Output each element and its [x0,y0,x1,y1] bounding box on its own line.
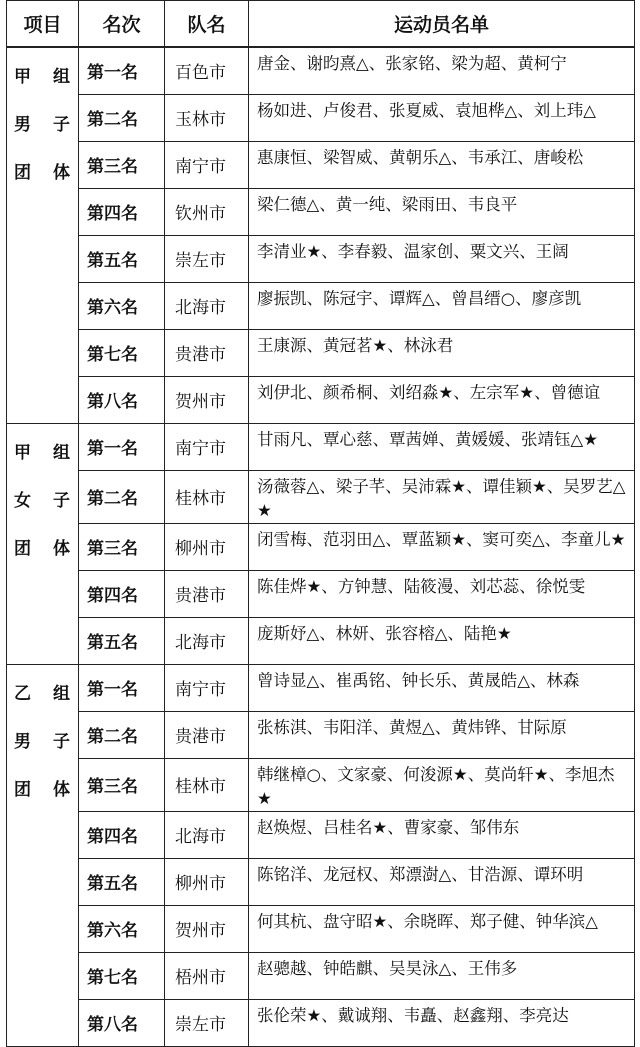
team-cell: 柳州市 [165,858,249,905]
event-category [7,423,79,664]
event-category-char: 甲 [14,67,31,87]
event-category-char: 团 [14,163,31,183]
team-cell: 贺州市 [165,376,249,423]
team-cell: 贵港市 [165,711,249,758]
roster-cell: 曾诗显△、崔禹铭、钟长乐、黄晟皓△、林森 [249,664,635,711]
event-category-line [14,158,70,206]
table-row [7,235,635,282]
rank-cell: 第七名 [79,329,165,376]
rank-cell: 第五名 [79,617,165,664]
header-team: 队名 [165,1,249,48]
roster-cell: 汤薇蓉△、梁子芊、吴沛霖★、谭佳颖★、吴罗艺△★ [249,470,635,523]
roster-cell: 梁仁德△、黄一纯、梁雨田、韦良平 [249,188,635,235]
roster-cell: 廖振凯、陈冠宇、谭辉△、曾昌缙○、廖彦凯 [249,282,635,329]
roster-cell: 赵焕煜、吕桂名★、曹家豪、邹伟东 [249,811,635,858]
table-row [7,858,635,905]
event-category-char: 体 [53,163,70,183]
event-category-line [14,62,70,110]
event-category [7,664,79,1046]
event-category-line [14,438,70,486]
table-row [7,999,635,1046]
roster-cell: 李清业★、李春毅、温家创、粟文兴、王阔 [249,235,635,282]
event-category-line [14,110,70,158]
event-category-line [14,679,70,727]
team-cell: 柳州市 [165,523,249,570]
rank-cell: 第一名 [79,664,165,711]
table-row [7,952,635,999]
table-row [7,617,635,664]
roster-cell: 闭雪梅、范羽田△、覃蓝颖★、窦可奕△、李童儿★ [249,523,635,570]
team-cell: 贵港市 [165,329,249,376]
roster-cell: 王康源、黄冠茗★、林泳君 [249,329,635,376]
rank-cell: 第一名 [79,47,165,94]
team-cell: 南宁市 [165,664,249,711]
roster-cell: 庞斯妤△、林妍、张容榕△、陆艳★ [249,617,635,664]
event-category-char: 组 [53,442,70,463]
header-row [7,1,635,48]
event-category-char: 子 [53,115,70,135]
event-category-char: 女 [14,490,31,511]
event-category-char: 乙 [14,683,31,704]
team-cell: 贺州市 [165,905,249,952]
team-cell: 北海市 [165,617,249,664]
event-category-char: 男 [14,115,31,135]
event-category-char: 体 [53,779,70,800]
event-category-char: 体 [53,538,70,559]
roster-cell: 惠康恒、梁智威、黄朝乐△、韦承江、唐峻松 [249,141,635,188]
rank-cell: 第三名 [79,141,165,188]
rank-cell: 第一名 [79,423,165,470]
roster-cell: 赵骢越、钟皓麒、吴昊泳△、王伟多 [249,952,635,999]
rank-cell: 第五名 [79,235,165,282]
rank-cell: 第六名 [79,282,165,329]
team-cell: 玉林市 [165,94,249,141]
event-category-char: 团 [14,779,31,800]
table-row [7,94,635,141]
event-category-char: 组 [53,683,70,704]
table-row [7,329,635,376]
event-category-line [14,775,70,823]
table-row [7,376,635,423]
team-cell: 桂林市 [165,470,249,523]
rank-cell: 第二名 [79,94,165,141]
rank-cell: 第六名 [79,905,165,952]
event-category-char: 子 [53,731,70,752]
team-cell: 南宁市 [165,141,249,188]
event-category-char: 团 [14,538,31,559]
team-cell: 南宁市 [165,423,249,470]
roster-cell: 陈铭洋、龙冠权、郑漂澍△、甘浩源、谭环明 [249,858,635,905]
roster-cell: 陈佳烨★、方钟慧、陆筱漫、刘芯蕊、徐悦雯 [249,570,635,617]
roster-cell: 韩继樟○、文家豪、何浚源★、莫尚轩★、李旭杰★ [249,758,635,811]
table-row [7,423,635,470]
event-category-char: 子 [53,490,70,511]
team-cell: 桂林市 [165,758,249,811]
rank-cell: 第五名 [79,858,165,905]
results-body [7,47,635,1046]
team-cell: 崇左市 [165,235,249,282]
table-row [7,470,635,523]
table-row [7,47,635,94]
event-category-char: 组 [53,67,70,87]
table-row [7,282,635,329]
roster-cell: 杨如进、卢俊君、张夏威、袁旭桦△、刘上玮△ [249,94,635,141]
rank-cell: 第三名 [79,523,165,570]
rank-cell: 第八名 [79,999,165,1046]
team-cell: 百色市 [165,47,249,94]
table-row [7,523,635,570]
header-rank: 名次 [79,1,165,48]
event-category-line [14,727,70,775]
results-document [6,0,634,1047]
roster-cell: 刘伊北、颜希桐、刘绍淼★、左宗军★、曾德谊 [249,376,635,423]
team-cell: 北海市 [165,282,249,329]
team-cell: 钦州市 [165,188,249,235]
roster-cell: 张伦荣★、戴诚翔、韦矗、赵鑫翔、李亮达 [249,999,635,1046]
rank-cell: 第三名 [79,758,165,811]
rank-cell: 第二名 [79,711,165,758]
table-row [7,811,635,858]
event-category-char: 男 [14,731,31,752]
table-row [7,141,635,188]
rank-cell: 第八名 [79,376,165,423]
table-row [7,758,635,811]
header-event: 项目 [7,1,79,48]
roster-cell: 张栋淇、韦阳洋、黄煜△、黄炜铧、甘际原 [249,711,635,758]
roster-cell: 唐金、谢昀熹△、张家铭、梁为超、黄柯宁 [249,47,635,94]
team-cell: 梧州市 [165,952,249,999]
results-table [6,0,635,1047]
rank-cell: 第二名 [79,470,165,523]
team-cell: 崇左市 [165,999,249,1046]
event-category-char: 甲 [14,442,31,463]
rank-cell: 第七名 [79,952,165,999]
table-row [7,664,635,711]
rank-cell: 第四名 [79,570,165,617]
roster-cell: 甘雨凡、覃心慈、覃茜婵、黄媛媛、张靖钰△★ [249,423,635,470]
team-cell: 北海市 [165,811,249,858]
event-category [7,47,79,423]
table-row [7,711,635,758]
roster-cell: 何其杭、盘守昭★、余晓晖、郑子健、钟华滨△ [249,905,635,952]
header-roster: 运动员名单 [249,1,635,48]
table-row [7,570,635,617]
event-category-line [14,486,70,534]
rank-cell: 第四名 [79,811,165,858]
event-category-line [14,534,70,582]
table-row [7,905,635,952]
rank-cell: 第四名 [79,188,165,235]
table-row [7,188,635,235]
team-cell: 贵港市 [165,570,249,617]
